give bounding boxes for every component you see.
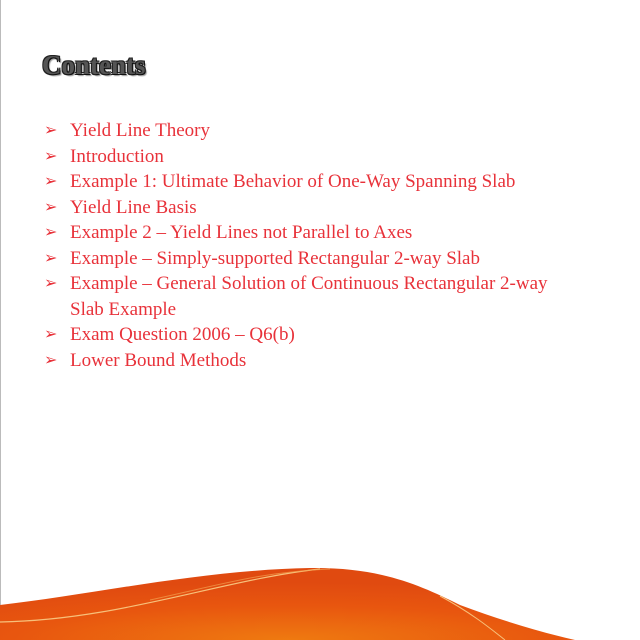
arrow-bullet-icon: ➢ <box>44 198 58 216</box>
arrow-bullet-icon: ➢ <box>44 326 58 343</box>
list-item: ➢ Exam Question 2006 – Q6(b) <box>44 322 604 348</box>
list-item: ➢ Example – Simply-supported Rectangular 2-way Slab <box>44 246 604 272</box>
slide-border <box>0 0 1 640</box>
contents-list <box>44 118 604 373</box>
orange-wave-decoration <box>0 560 640 640</box>
arrow-bullet-icon: ➢ <box>44 224 58 241</box>
arrow-bullet-icon: ➢ <box>44 147 58 165</box>
list-item: ➢ Lower Bound Methods <box>44 348 604 374</box>
list-item: ➢ Example 1: Ultimate Behavior of One-Way Spanning Slab <box>44 169 604 195</box>
list-item: ➢ Yield Line Theory <box>44 118 604 144</box>
arrow-bullet-icon: ➢ <box>44 275 58 292</box>
arrow-bullet-icon: ➢ <box>44 122 58 139</box>
arrow-bullet-icon: ➢ <box>44 351 58 369</box>
list-item: ➢ Introduction <box>44 144 604 170</box>
list-item: ➢ Yield Line Basis <box>44 195 604 221</box>
list-item: ➢ Example 2 – Yield Lines not Parallel to Axes <box>44 220 604 246</box>
arrow-bullet-icon: ➢ <box>44 249 58 267</box>
slide-title: Contents <box>42 50 146 80</box>
list-item: ➢ Example – General Solution of Continuous Rectangular 2-way Slab Example <box>44 273 548 320</box>
arrow-bullet-icon: ➢ <box>44 173 58 190</box>
